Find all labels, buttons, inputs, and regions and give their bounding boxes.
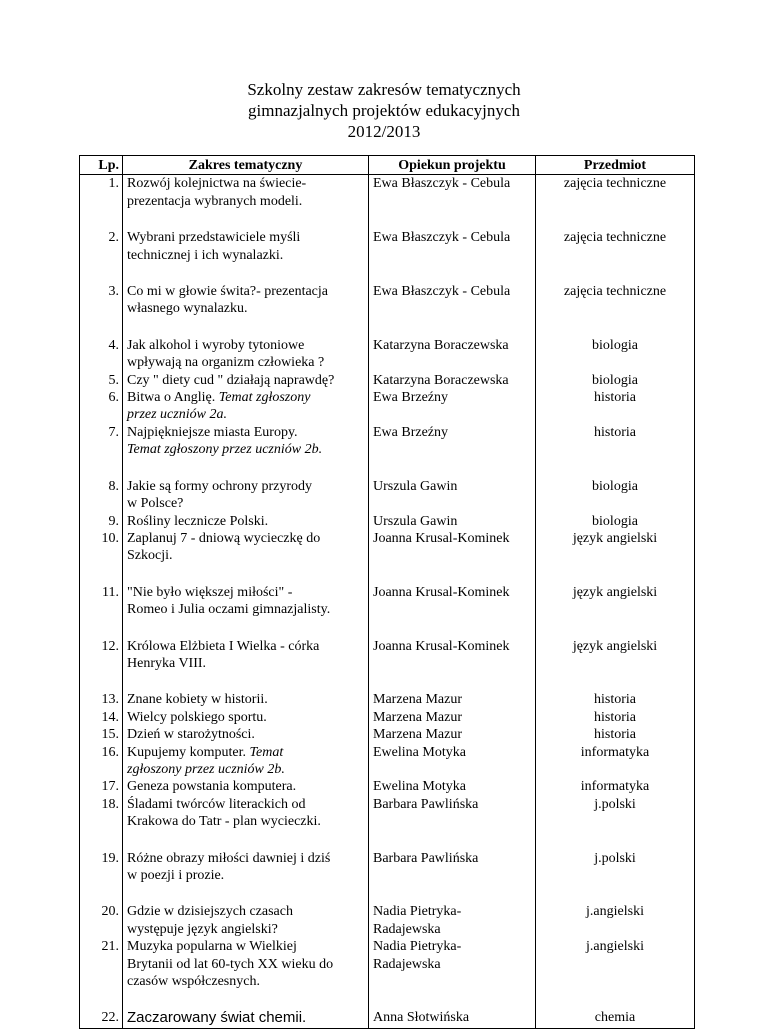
- cell-tutor: Ewa Błaszczyk - Cebula: [369, 283, 536, 337]
- cell-topic: [123, 903, 369, 938]
- cell-subject: biologia: [536, 372, 695, 389]
- cell-lp: 2.: [80, 229, 123, 283]
- cell-topic: [123, 938, 369, 1009]
- title-line-1: Szkolny zestaw zakresów tematycznych: [247, 80, 521, 99]
- column-header-lp: Lp.: [80, 156, 123, 175]
- topic-text: Śladami twórców literackich od Krakowa do Tatr - plan wycieczki.: [127, 796, 321, 830]
- table-row: [80, 1009, 695, 1028]
- table-row: [80, 424, 695, 478]
- cell-subject: informatyka: [536, 778, 695, 795]
- topic-note: Temat zgłoszony przez uczniów 2b.: [127, 442, 323, 458]
- topic-text: Muzyka popularna w Wielkiej Brytanii od lat 60-tych XX wieku do czasów współczesnych.: [127, 939, 334, 990]
- table-body: [80, 175, 695, 1028]
- cell-lp: 18.: [80, 796, 123, 850]
- table-row: [80, 283, 695, 337]
- cell-subject: zajęcia techniczne: [536, 283, 695, 337]
- cell-tutor: Ewelina Motyka: [369, 744, 536, 779]
- cell-tutor: Urszula Gawin: [369, 513, 536, 530]
- table-row: [80, 903, 695, 938]
- cell-tutor: Ewa Błaszczyk - Cebula: [369, 229, 536, 283]
- table-row: [80, 726, 695, 743]
- cell-topic: [123, 850, 369, 904]
- cell-lp: 6.: [80, 389, 123, 424]
- cell-lp: 10.: [80, 530, 123, 584]
- column-header-tutor: Opiekun projektu: [369, 156, 536, 175]
- cell-subject: j.polski: [536, 796, 695, 850]
- cell-lp: 15.: [80, 726, 123, 743]
- table-row: [80, 175, 695, 229]
- document-title: [0, 79, 768, 142]
- cell-subject: zajęcia techniczne: [536, 175, 695, 229]
- cell-topic: [123, 638, 369, 692]
- cell-topic: [123, 478, 369, 513]
- table-row: [80, 513, 695, 530]
- title-line-2: gimnazjalnych projektów edukacyjnych: [248, 101, 520, 120]
- cell-lp: 12.: [80, 638, 123, 692]
- cell-tutor: Nadia Pietryka- Radajewska: [369, 938, 536, 1009]
- table-row: [80, 229, 695, 283]
- topic-text: Gdzie w dzisiejszych czasach występuje język angielski?: [127, 904, 293, 937]
- cell-subject: biologia: [536, 478, 695, 513]
- topic-text: Różne obrazy miłości dawniej i dziś w poezji i prozie.: [127, 850, 331, 883]
- cell-subject: informatyka: [536, 744, 695, 779]
- cell-subject: j.angielski: [536, 903, 695, 938]
- cell-tutor: Barbara Pawlińska: [369, 850, 536, 904]
- cell-tutor: Anna Słotwińska: [369, 1009, 536, 1028]
- cell-lp: 17.: [80, 778, 123, 795]
- cell-subject: j.angielski: [536, 938, 695, 1009]
- cell-subject: zajęcia techniczne: [536, 229, 695, 283]
- topic-text: Zaczarowany świat chemii.: [127, 1009, 307, 1027]
- topic-text: Dzień w starożytności.: [127, 727, 255, 743]
- cell-tutor: Katarzyna Boraczewska: [369, 372, 536, 389]
- cell-topic: [123, 283, 369, 337]
- table-row: [80, 938, 695, 1009]
- cell-subject: j.polski: [536, 850, 695, 904]
- cell-subject: biologia: [536, 513, 695, 530]
- cell-tutor: Joanna Krusal-Kominek: [369, 638, 536, 692]
- cell-topic: [123, 372, 369, 389]
- topic-text: Kupujemy komputer.: [127, 744, 250, 760]
- cell-subject: historia: [536, 389, 695, 424]
- topic-text: Rośliny lecznicze Polski.: [127, 513, 269, 529]
- cell-topic: [123, 389, 369, 424]
- table-row: [80, 691, 695, 708]
- cell-topic: [123, 513, 369, 530]
- topic-text: Jakie są formy ochrony przyrody w Polsce?: [127, 478, 313, 512]
- cell-topic: [123, 726, 369, 743]
- projects-table: [79, 155, 695, 1029]
- cell-tutor: Ewa Brzeźny: [369, 424, 536, 478]
- topic-text: Znane kobiety w historii.: [127, 692, 268, 708]
- table-row: [80, 744, 695, 779]
- cell-topic: [123, 796, 369, 850]
- table-row: [80, 337, 695, 372]
- topic-text: Rozwój kolejnictwa na świecie- prezentacja wybranych modeli.: [127, 176, 307, 209]
- cell-lp: 14.: [80, 709, 123, 726]
- cell-topic: [123, 778, 369, 795]
- cell-topic: [123, 744, 369, 779]
- title-line-3: 2012/2013: [347, 122, 421, 141]
- cell-lp: 22.: [80, 1009, 123, 1028]
- cell-tutor: Katarzyna Boraczewska: [369, 337, 536, 372]
- cell-tutor: Joanna Krusal-Kominek: [369, 584, 536, 638]
- cell-lp: 5.: [80, 372, 123, 389]
- cell-lp: 16.: [80, 744, 123, 779]
- cell-tutor: Marzena Mazur: [369, 709, 536, 726]
- cell-tutor: Nadia Pietryka- Radajewska: [369, 903, 536, 938]
- topic-text: Zaplanuj 7 - dniową wycieczkę do Szkocji.: [127, 530, 321, 564]
- cell-subject: chemia: [536, 1009, 695, 1028]
- cell-subject: historia: [536, 726, 695, 743]
- column-header-topic: Zakres tematyczny: [123, 156, 369, 175]
- cell-subject: język angielski: [536, 638, 695, 692]
- cell-topic: [123, 229, 369, 283]
- cell-tutor: Marzena Mazur: [369, 691, 536, 708]
- cell-topic: [123, 709, 369, 726]
- cell-lp: 20.: [80, 903, 123, 938]
- topic-text: "Nie było większej miłości" - Romeo i Julia oczami gimnazjalisty.: [127, 584, 331, 618]
- topic-text: Jak alkohol i wyroby tytoniowe wpływają na organizm człowieka ?: [127, 337, 325, 371]
- cell-tutor: Ewa Błaszczyk - Cebula: [369, 175, 536, 229]
- cell-topic: [123, 175, 369, 229]
- cell-tutor: Ewelina Motyka: [369, 778, 536, 795]
- table-row: [80, 796, 695, 850]
- table-header-row: [80, 156, 695, 175]
- cell-lp: 21.: [80, 938, 123, 1009]
- topic-text: Bitwa o Anglię.: [127, 390, 219, 406]
- cell-subject: historia: [536, 709, 695, 726]
- cell-subject: historia: [536, 424, 695, 478]
- cell-topic: [123, 1009, 369, 1028]
- cell-tutor: Barbara Pawlińska: [369, 796, 536, 850]
- topic-text: Wybrani przedstawiciele myśli technicznej i ich wynalazki.: [127, 230, 301, 263]
- cell-lp: 4.: [80, 337, 123, 372]
- topic-note: Temat zgłoszony przez uczniów 2a.: [127, 390, 311, 423]
- table-row: [80, 389, 695, 424]
- topic-text: Czy " diety cud " działają naprawdę?: [127, 372, 335, 388]
- cell-lp: 11.: [80, 584, 123, 638]
- cell-lp: 1.: [80, 175, 123, 229]
- cell-tutor: Joanna Krusal-Kominek: [369, 530, 536, 584]
- cell-topic: [123, 691, 369, 708]
- topic-text: Geneza powstania komputera.: [127, 779, 297, 795]
- cell-lp: 7.: [80, 424, 123, 478]
- cell-topic: [123, 337, 369, 372]
- table-row: [80, 478, 695, 513]
- column-header-subject: Przedmiot: [536, 156, 695, 175]
- table-row: [80, 372, 695, 389]
- table-row: [80, 709, 695, 726]
- cell-lp: 19.: [80, 850, 123, 904]
- cell-subject: język angielski: [536, 530, 695, 584]
- cell-tutor: Marzena Mazur: [369, 726, 536, 743]
- cell-topic: [123, 584, 369, 638]
- cell-topic: [123, 424, 369, 478]
- table-row: [80, 638, 695, 692]
- topic-text: Co mi w głowie świta?- prezentacja własnego wynalazku.: [127, 284, 328, 317]
- topic-text: Wielcy polskiego sportu.: [127, 709, 267, 725]
- cell-topic: [123, 530, 369, 584]
- table-row: [80, 850, 695, 904]
- cell-tutor: Urszula Gawin: [369, 478, 536, 513]
- table-row: [80, 530, 695, 584]
- cell-lp: 9.: [80, 513, 123, 530]
- cell-tutor: Ewa Brzeźny: [369, 389, 536, 424]
- cell-subject: biologia: [536, 337, 695, 372]
- table-row: [80, 584, 695, 638]
- topic-text: Królowa Elżbieta I Wielka - córka Henryka VIII.: [127, 638, 320, 671]
- cell-lp: 3.: [80, 283, 123, 337]
- cell-lp: 13.: [80, 691, 123, 708]
- topic-text: Najpiękniejsze miasta Europy.: [127, 424, 298, 440]
- cell-subject: historia: [536, 691, 695, 708]
- cell-subject: język angielski: [536, 584, 695, 638]
- topic-note: Temat zgłoszony przez uczniów 2b.: [127, 744, 285, 777]
- cell-lp: 8.: [80, 478, 123, 513]
- table-row: [80, 778, 695, 795]
